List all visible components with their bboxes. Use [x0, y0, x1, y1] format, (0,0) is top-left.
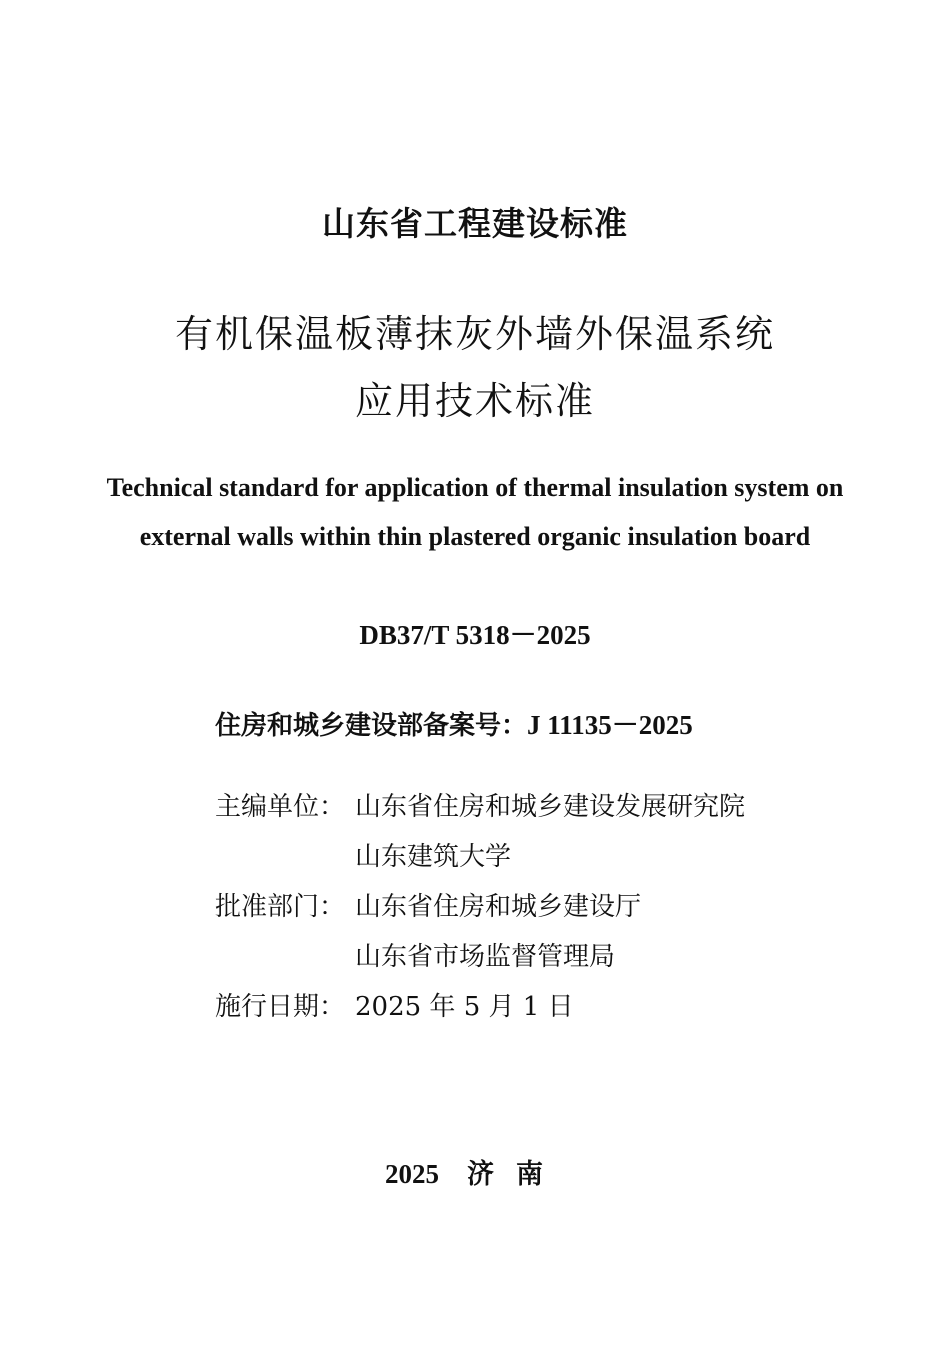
approval-department-1: 山东省住房和城乡建设厅 — [355, 892, 642, 922]
standard-series-heading: 山东省工程建设标准 — [322, 204, 628, 243]
effective-date-label: 施行日期： — [215, 992, 346, 1022]
standard-code: DB37/T 5318－2025 — [359, 620, 591, 650]
approval-department-2: 山东省市场监督管理局 — [355, 942, 616, 972]
footer-city: 济南 — [467, 1159, 565, 1190]
chief-editor-label: 主编单位： — [215, 792, 346, 822]
approval-row — [215, 886, 641, 923]
chinese-title-line-2: 应用技术标准 — [354, 379, 595, 423]
effective-date-row — [215, 986, 574, 1023]
chief-editor-row — [215, 786, 745, 823]
effective-date-value: 2025 年 5 月 1 日 — [355, 992, 574, 1022]
chinese-title-line-1: 有机保温板薄抹灰外墙外保温系统 — [174, 312, 775, 356]
record-number-value: J 11135－2025 — [527, 710, 693, 740]
chief-editor-unit-1: 山东省住房和城乡建设发展研究院 — [355, 792, 746, 822]
publication-footer — [0, 1152, 950, 1191]
footer-year: 2025 — [385, 1159, 439, 1189]
record-number-line — [215, 703, 693, 742]
english-title-line-2: external walls within thin plastered organic insulation board — [139, 522, 811, 551]
approval-label: 批准部门： — [215, 892, 346, 922]
english-title-line-1: Technical standard for application of thermal insulation system on — [106, 473, 844, 502]
chief-editor-unit-2: 山东建筑大学 — [355, 842, 512, 872]
record-number-label: 住房和城乡建设部备案号： — [215, 711, 528, 741]
